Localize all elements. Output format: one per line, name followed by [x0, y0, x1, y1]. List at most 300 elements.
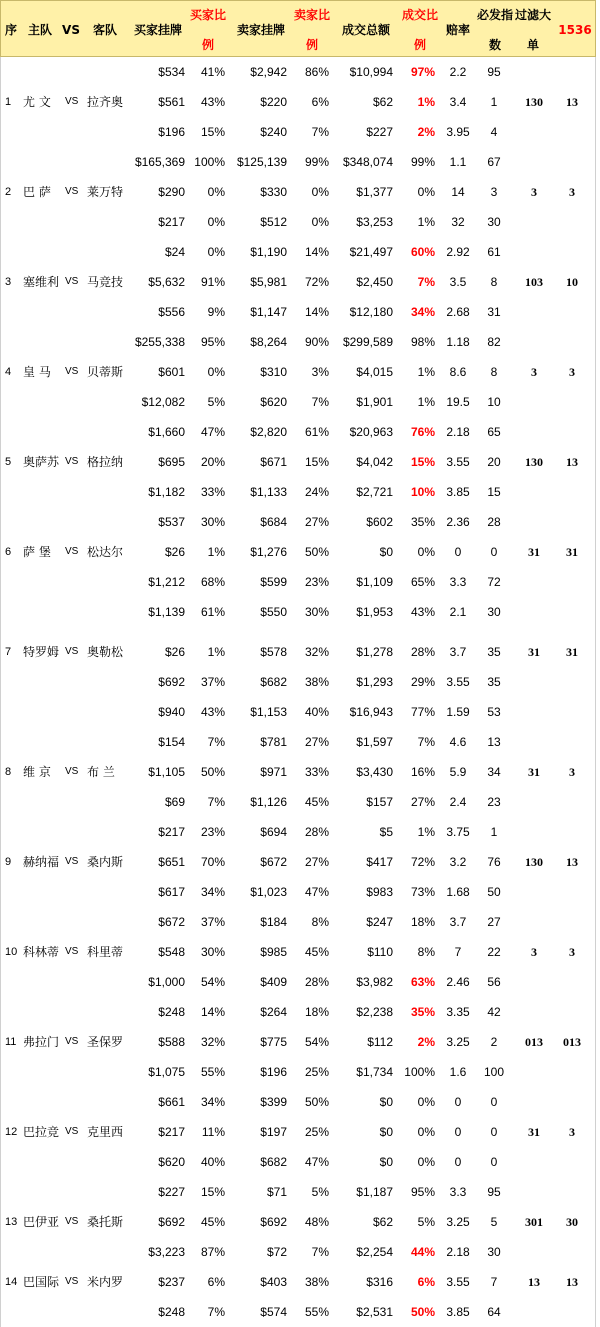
cell-deal-ratio: 0% — [417, 1095, 435, 1109]
table-row — [1, 667, 597, 697]
table-header — [0, 0, 596, 57]
cell-index: 95 — [487, 1185, 501, 1199]
home-team: 奥萨苏 — [23, 455, 60, 469]
extra-value: 13 — [566, 95, 578, 109]
table-row — [1, 387, 597, 417]
home-team: 塞维利 — [23, 275, 60, 289]
cell-index: 65 — [487, 425, 501, 439]
header-extra: 1536 — [558, 22, 592, 37]
cell-sell-list: $72 — [266, 1245, 287, 1259]
table-row — [1, 177, 597, 207]
cell-total: $247 — [366, 915, 393, 929]
cell-buy-list: $561 — [158, 95, 185, 109]
filter-value: 3 — [531, 365, 537, 379]
header-deal-ratio: 成交比例 — [401, 7, 438, 52]
cell-buy-list: $1,000 — [148, 975, 185, 989]
cell-index: 4 — [490, 125, 498, 139]
extra-value: 3 — [569, 185, 575, 199]
cell-sell-list: $1,153 — [250, 705, 287, 719]
header-sell-list: 卖家挂牌 — [236, 22, 285, 37]
cell-sell-list: $1,190 — [250, 245, 287, 259]
cell-sell-list: $240 — [260, 125, 287, 139]
cell-total: $2,254 — [356, 1245, 393, 1259]
cell-buy-ratio: 55% — [200, 1065, 225, 1079]
cell-sell-list: $403 — [260, 1275, 287, 1289]
cell-buy-list: $196 — [158, 125, 185, 139]
cell-index: 50 — [487, 885, 501, 899]
cell-buy-list: $227 — [158, 1185, 185, 1199]
cell-buy-ratio: 9% — [207, 305, 225, 319]
cell-buy-ratio: 40% — [200, 1155, 225, 1169]
table-row — [1, 937, 597, 967]
cell-sell-list: $775 — [260, 1035, 287, 1049]
cell-sell-ratio: 3% — [311, 365, 329, 379]
vs-label: VS — [65, 946, 79, 957]
cell-buy-list: $940 — [158, 705, 185, 719]
cell-deal-ratio: 77% — [410, 705, 435, 719]
cell-sell-list: $310 — [260, 365, 287, 379]
cell-sell-list: $125,139 — [236, 155, 287, 169]
cell-index: 13 — [487, 735, 501, 749]
cell-buy-list: $237 — [158, 1275, 185, 1289]
header-away: 客队 — [92, 22, 117, 37]
header-home: 主队 — [27, 22, 52, 37]
cell-total: $1,187 — [356, 1185, 393, 1199]
extra-value: 30 — [566, 1215, 578, 1229]
table-row — [1, 57, 597, 87]
header-index: 必发指数 — [477, 7, 514, 52]
cell-sell-ratio: 14% — [304, 305, 329, 319]
cell-odds: 2.68 — [446, 305, 470, 319]
cell-deal-ratio: 0% — [417, 545, 435, 559]
cell-deal-ratio: 6% — [417, 1275, 435, 1289]
cell-buy-ratio: 7% — [207, 735, 225, 749]
cell-odds: 8.6 — [449, 365, 467, 379]
cell-odds: 2.18 — [446, 1245, 470, 1259]
table-row — [1, 207, 597, 237]
extra-value: 3 — [569, 945, 575, 959]
cell-odds: 3.85 — [446, 1305, 470, 1319]
cell-sell-list: $692 — [260, 1215, 287, 1229]
extra-value: 10 — [566, 275, 578, 289]
cell-deal-ratio: 98% — [410, 335, 435, 349]
cell-buy-list: $255,338 — [134, 335, 185, 349]
cell-odds: 32 — [451, 215, 465, 229]
cell-index: 82 — [487, 335, 501, 349]
cell-odds: 0 — [454, 1155, 462, 1169]
cell-sell-ratio: 0% — [311, 215, 329, 229]
cell-index: 42 — [487, 1005, 501, 1019]
table-row — [1, 87, 597, 117]
home-team: 巴 萨 — [23, 185, 51, 199]
cell-buy-list: $692 — [158, 675, 185, 689]
cell-total: $20,963 — [349, 425, 393, 439]
cell-sell-ratio: 7% — [311, 1245, 329, 1259]
cell-index: 95 — [487, 65, 501, 79]
extra-value: 13 — [566, 455, 578, 469]
cell-odds: 3.35 — [446, 1005, 470, 1019]
cell-sell-list: $682 — [260, 675, 287, 689]
table-row — [1, 1237, 597, 1267]
cell-index: 0 — [490, 1125, 498, 1139]
header-total: 成交总额 — [341, 22, 390, 37]
cell-sell-list: $578 — [260, 645, 287, 659]
filter-value: 301 — [525, 1215, 543, 1229]
cell-sell-ratio: 99% — [304, 155, 329, 169]
cell-odds: 1.6 — [449, 1065, 467, 1079]
cell-sell-ratio: 6% — [311, 95, 329, 109]
table-body — [0, 57, 596, 1327]
cell-odds: 3.5 — [449, 275, 467, 289]
cell-deal-ratio: 95% — [410, 1185, 435, 1199]
vs-label: VS — [65, 1036, 79, 1047]
home-team: 科林蒂 — [23, 945, 60, 959]
cell-buy-ratio: 37% — [200, 675, 225, 689]
table-row — [1, 1177, 597, 1207]
cell-total: $1,953 — [356, 605, 393, 619]
cell-buy-ratio: 5% — [207, 395, 225, 409]
cell-index: 35 — [487, 645, 501, 659]
cell-deal-ratio: 50% — [410, 1305, 435, 1319]
cell-sell-ratio: 15% — [304, 455, 329, 469]
home-team: 赫纳福 — [23, 855, 60, 869]
cell-odds: 0 — [454, 1095, 462, 1109]
cell-index: 28 — [487, 515, 501, 529]
away-team: 桑托斯 — [87, 1215, 124, 1229]
cell-total: $0 — [379, 1155, 393, 1169]
cell-deal-ratio: 29% — [410, 675, 435, 689]
cell-deal-ratio: 5% — [417, 1215, 435, 1229]
header-vs: VS — [62, 22, 80, 37]
away-team: 克里西 — [87, 1125, 124, 1139]
match-number: 8 — [5, 766, 12, 778]
table-row — [1, 1147, 597, 1177]
extra-value: 3 — [569, 765, 575, 779]
header-odds: 赔率 — [445, 22, 470, 37]
cell-odds: 0 — [454, 1125, 462, 1139]
home-team: 尤 文 — [23, 95, 51, 109]
cell-buy-list: $24 — [164, 245, 185, 259]
cell-total: $5 — [379, 825, 393, 839]
cell-sell-list: $184 — [260, 915, 287, 929]
cell-sell-ratio: 32% — [304, 645, 329, 659]
away-team: 马竞技 — [87, 275, 124, 289]
cell-buy-list: $154 — [158, 735, 185, 749]
cell-sell-list: $1,147 — [250, 305, 287, 319]
match-number: 12 — [5, 1126, 18, 1138]
cell-sell-list: $197 — [260, 1125, 287, 1139]
filter-value: 3 — [531, 945, 537, 959]
header-buy-ratio: 买家比例 — [189, 7, 226, 52]
cell-buy-ratio: 0% — [207, 215, 225, 229]
cell-buy-ratio: 23% — [200, 825, 225, 839]
cell-odds: 3.95 — [446, 125, 470, 139]
cell-index: 30 — [487, 605, 501, 619]
cell-odds: 3.85 — [446, 485, 470, 499]
cell-index: 1 — [490, 825, 498, 839]
cell-index: 2 — [490, 1035, 498, 1049]
cell-deal-ratio: 2% — [417, 1035, 435, 1049]
filter-value: 31 — [528, 765, 540, 779]
cell-odds: 19.5 — [446, 395, 470, 409]
extra-value: 13 — [566, 855, 578, 869]
cell-total: $21,497 — [349, 245, 393, 259]
cell-index: 30 — [487, 215, 501, 229]
table-row — [1, 1117, 597, 1147]
cell-sell-ratio: 40% — [304, 705, 329, 719]
cell-sell-list: $985 — [260, 945, 287, 959]
cell-buy-ratio: 7% — [207, 795, 225, 809]
table-row — [1, 1087, 597, 1117]
cell-buy-list: $217 — [158, 1125, 185, 1139]
away-team: 格拉纳 — [87, 455, 124, 469]
cell-buy-list: $1,105 — [148, 765, 185, 779]
cell-buy-list: $672 — [158, 915, 185, 929]
cell-sell-list: $512 — [260, 215, 287, 229]
cell-total: $227 — [366, 125, 393, 139]
cell-total: $2,450 — [356, 275, 393, 289]
cell-deal-ratio: 1% — [417, 95, 435, 109]
cell-buy-ratio: 43% — [200, 705, 225, 719]
cell-buy-list: $217 — [158, 825, 185, 839]
filter-value: 130 — [525, 95, 543, 109]
extra-value: 013 — [563, 1035, 581, 1049]
cell-index: 72 — [487, 575, 501, 589]
cell-total: $112 — [367, 1035, 393, 1049]
cell-sell-ratio: 25% — [304, 1065, 329, 1079]
cell-odds: 3.75 — [446, 825, 470, 839]
cell-deal-ratio: 35% — [410, 1005, 435, 1019]
match-number: 6 — [5, 546, 12, 558]
cell-sell-ratio: 8% — [311, 915, 329, 929]
cell-deal-ratio: 35% — [410, 515, 435, 529]
cell-total: $1,293 — [356, 675, 393, 689]
cell-odds: 7 — [454, 945, 462, 959]
cell-sell-list: $8,264 — [250, 335, 287, 349]
cell-buy-ratio: 15% — [200, 1185, 225, 1199]
table-row — [1, 697, 597, 727]
cell-deal-ratio: 8% — [417, 945, 435, 959]
home-team: 巴拉竞 — [23, 1125, 60, 1139]
filter-value: 31 — [528, 645, 540, 659]
table-row — [1, 597, 597, 627]
vs-label: VS — [65, 186, 79, 197]
cell-total: $1,597 — [356, 735, 393, 749]
extra-value: 3 — [569, 365, 575, 379]
cell-sell-ratio: 7% — [311, 395, 329, 409]
vs-label: VS — [65, 546, 79, 557]
cell-index: 0 — [490, 1095, 498, 1109]
match-number: 14 — [5, 1276, 18, 1288]
vs-label: VS — [65, 766, 79, 777]
away-team: 圣保罗 — [87, 1035, 124, 1049]
filter-value: 013 — [525, 1035, 543, 1049]
cell-buy-list: $1,660 — [148, 425, 185, 439]
cell-buy-ratio: 32% — [200, 1035, 225, 1049]
cell-deal-ratio: 28% — [410, 645, 435, 659]
cell-sell-ratio: 86% — [304, 65, 329, 79]
cell-buy-ratio: 91% — [200, 275, 225, 289]
cell-sell-list: $694 — [260, 825, 287, 839]
cell-sell-ratio: 50% — [304, 545, 329, 559]
cell-buy-list: $1,212 — [148, 575, 185, 589]
cell-sell-ratio: 30% — [304, 605, 329, 619]
cell-total: $1,278 — [356, 645, 393, 659]
cell-total: $0 — [379, 1095, 393, 1109]
away-team: 拉齐奥 — [87, 95, 124, 109]
away-team: 科里蒂 — [87, 945, 124, 959]
cell-odds: 3.7 — [449, 915, 467, 929]
cell-odds: 0 — [454, 545, 462, 559]
cell-total: $62 — [372, 1215, 393, 1229]
cell-sell-ratio: 38% — [304, 1275, 329, 1289]
cell-buy-ratio: 30% — [200, 515, 225, 529]
cell-total: $3,430 — [356, 765, 393, 779]
filter-value: 31 — [528, 1125, 540, 1139]
table-row — [1, 1027, 597, 1057]
table-row — [1, 637, 597, 667]
cell-buy-ratio: 100% — [194, 155, 225, 169]
cell-odds: 3.55 — [446, 675, 470, 689]
cell-deal-ratio: 44% — [410, 1245, 435, 1259]
cell-deal-ratio: 72% — [410, 855, 435, 869]
cell-sell-list: $5,981 — [250, 275, 287, 289]
table-row — [1, 967, 597, 997]
home-team: 巴伊亚 — [23, 1215, 60, 1229]
match-number: 11 — [5, 1036, 17, 1048]
cell-index: 27 — [487, 915, 501, 929]
cell-total: $1,901 — [356, 395, 393, 409]
cell-buy-ratio: 6% — [207, 1275, 225, 1289]
cell-sell-ratio: 27% — [304, 735, 329, 749]
vs-label: VS — [65, 276, 79, 287]
table-row — [1, 1057, 597, 1087]
cell-buy-ratio: 20% — [200, 455, 225, 469]
table-row — [1, 507, 597, 537]
cell-buy-list: $692 — [158, 1215, 185, 1229]
cell-buy-ratio: 0% — [207, 365, 225, 379]
cell-deal-ratio: 7% — [417, 275, 435, 289]
cell-odds: 14 — [451, 185, 465, 199]
table-row — [1, 787, 597, 817]
cell-total: $417 — [366, 855, 393, 869]
cell-buy-list: $537 — [158, 515, 185, 529]
vs-label: VS — [65, 856, 79, 867]
cell-total: $110 — [367, 945, 393, 959]
cell-sell-ratio: 5% — [311, 1185, 329, 1199]
table-row — [1, 297, 597, 327]
cell-sell-ratio: 47% — [304, 885, 329, 899]
cell-buy-list: $651 — [158, 855, 185, 869]
away-team: 米内罗 — [87, 1275, 124, 1289]
cell-sell-list: $599 — [260, 575, 287, 589]
extra-value: 3 — [569, 1125, 575, 1139]
table-row — [1, 817, 597, 847]
cell-buy-list: $548 — [158, 945, 185, 959]
match-number: 2 — [5, 186, 12, 198]
cell-index: 61 — [487, 245, 501, 259]
cell-buy-ratio: 68% — [200, 575, 225, 589]
cell-buy-ratio: 37% — [200, 915, 225, 929]
cell-buy-list: $217 — [158, 215, 185, 229]
cell-total: $2,531 — [356, 1305, 393, 1319]
table-row — [1, 877, 597, 907]
cell-odds: 3.25 — [446, 1215, 470, 1229]
cell-total: $157 — [366, 795, 393, 809]
cell-sell-list: $971 — [260, 765, 287, 779]
cell-total: $2,238 — [356, 1005, 393, 1019]
cell-index: 56 — [487, 975, 501, 989]
cell-sell-ratio: 33% — [304, 765, 329, 779]
cell-total: $0 — [379, 1125, 393, 1139]
cell-buy-ratio: 14% — [200, 1005, 225, 1019]
cell-buy-list: $248 — [158, 1305, 185, 1319]
cell-buy-ratio: 47% — [200, 425, 225, 439]
cell-buy-list: $26 — [164, 645, 185, 659]
cell-buy-list: $1,075 — [148, 1065, 185, 1079]
cell-deal-ratio: 0% — [417, 1155, 435, 1169]
cell-buy-list: $26 — [164, 545, 185, 559]
cell-sell-ratio: 28% — [304, 825, 329, 839]
vs-label: VS — [65, 366, 79, 377]
away-team: 贝蒂斯 — [87, 365, 124, 379]
cell-index: 8 — [490, 365, 498, 379]
header-sell-ratio: 卖家比例 — [293, 7, 330, 52]
cell-buy-list: $588 — [158, 1035, 185, 1049]
cell-odds: 1.1 — [449, 155, 467, 169]
cell-total: $1,109 — [356, 575, 393, 589]
cell-buy-list: $165,369 — [134, 155, 185, 169]
cell-index: 64 — [487, 1305, 501, 1319]
home-team: 萨 堡 — [23, 545, 51, 559]
cell-buy-ratio: 54% — [200, 975, 225, 989]
cell-total: $16,943 — [349, 705, 393, 719]
cell-deal-ratio: 76% — [410, 425, 435, 439]
cell-buy-ratio: 1% — [207, 545, 225, 559]
cell-odds: 2.18 — [446, 425, 470, 439]
cell-buy-list: $248 — [158, 1005, 185, 1019]
table-row — [1, 477, 597, 507]
cell-sell-ratio: 14% — [304, 245, 329, 259]
cell-buy-list: $556 — [158, 305, 185, 319]
cell-index: 100 — [483, 1065, 505, 1079]
cell-sell-ratio: 24% — [304, 485, 329, 499]
table-row — [1, 727, 597, 757]
cell-buy-ratio: 87% — [200, 1245, 225, 1259]
cell-index: 0 — [490, 1155, 498, 1169]
filter-value: 13 — [528, 1275, 540, 1289]
cell-deal-ratio: 100% — [404, 1065, 435, 1079]
extra-value: 13 — [566, 1275, 578, 1289]
table-row — [1, 567, 597, 597]
home-team: 维 京 — [23, 765, 51, 779]
cell-sell-list: $330 — [260, 185, 287, 199]
cell-deal-ratio: 7% — [417, 735, 435, 749]
cell-odds: 3.4 — [449, 95, 467, 109]
cell-sell-ratio: 72% — [304, 275, 329, 289]
cell-total: $10,994 — [349, 65, 393, 79]
vs-label: VS — [65, 1216, 79, 1227]
match-number: 4 — [5, 366, 12, 378]
filter-value: 130 — [525, 855, 543, 869]
home-team: 皇 马 — [23, 365, 51, 379]
vs-label: VS — [65, 1276, 79, 1287]
cell-sell-list: $671 — [260, 455, 287, 469]
home-team: 特罗姆 — [23, 645, 60, 659]
cell-buy-ratio: 34% — [200, 885, 225, 899]
extra-value: 31 — [566, 645, 578, 659]
cell-odds: 3.7 — [449, 645, 467, 659]
